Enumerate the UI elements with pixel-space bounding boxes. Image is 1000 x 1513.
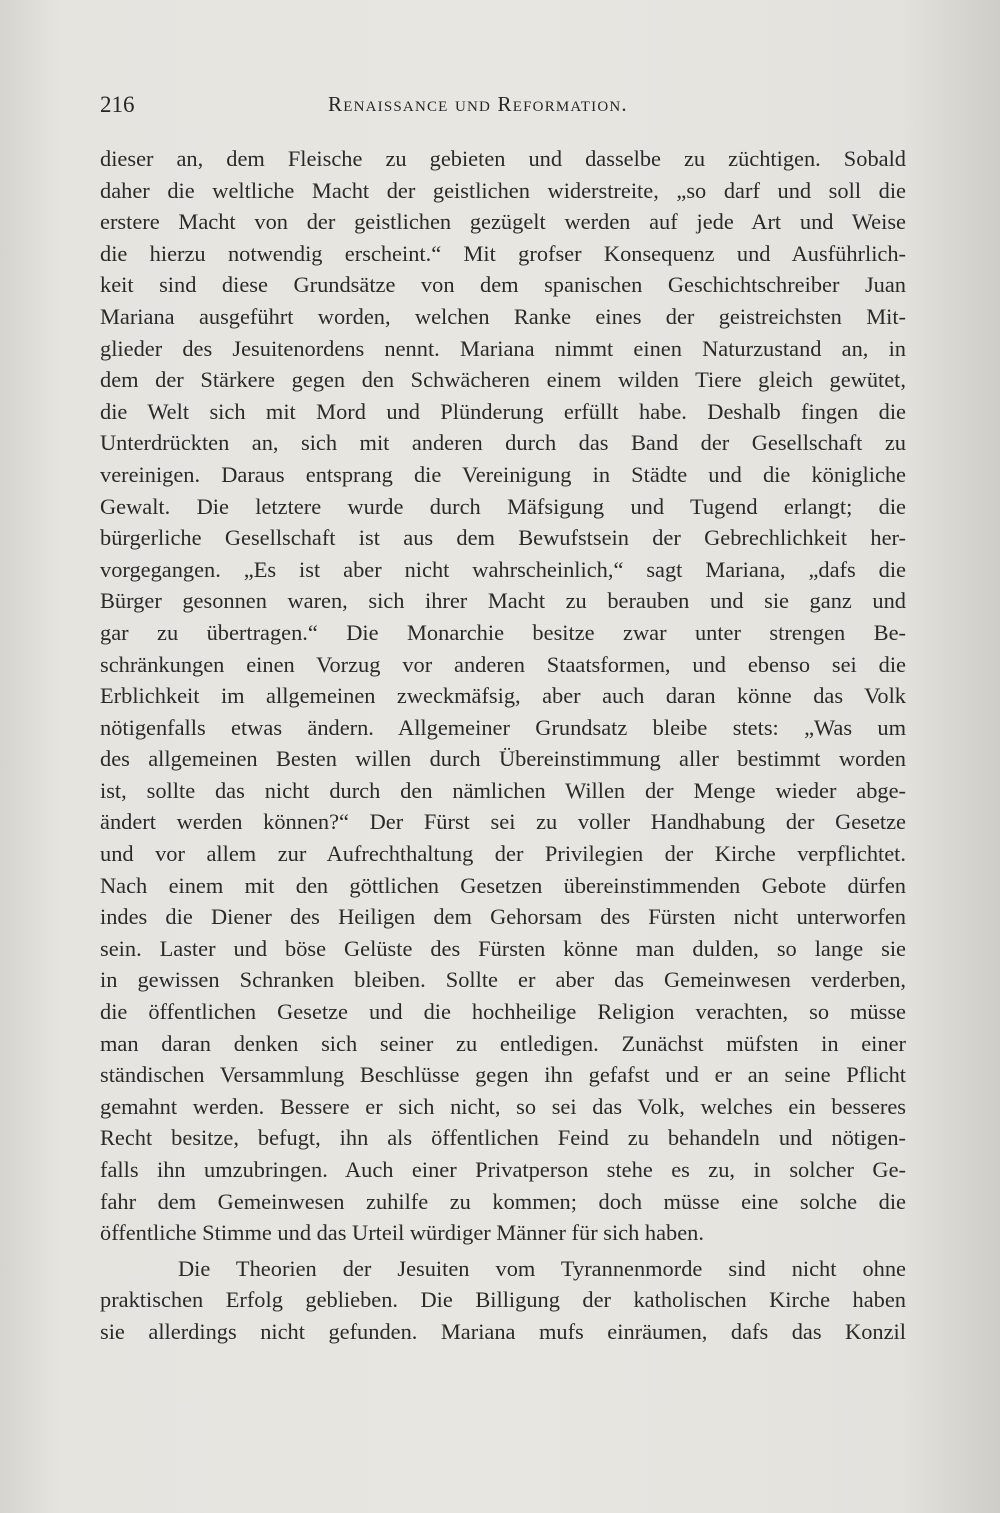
text-line: keit sind diese Grundsätze von dem spanischen Geschichtschreiber Juan	[100, 272, 906, 298]
text-line: daher die weltliche Macht der geistlichen widerstreite, „so darf und soll die	[100, 177, 906, 203]
text-line: Nach einem mit den göttlichen Gesetzen übereinstimmenden Gebote dürfen	[100, 872, 906, 898]
text-line: sie allerdings nicht gefunden. Mariana mufs einräumen, dafs das Konzil	[100, 1318, 906, 1344]
page-number: 216	[100, 92, 135, 117]
text-line: Mariana ausgeführt worden, welchen Ranke eines der geistreichsten Mit-	[100, 303, 906, 329]
text-line: ständischen Versammlung Beschlüsse gegen ihn gefafst und er an seine Pflicht	[100, 1062, 906, 1088]
text-line: ist, sollte das nicht durch den nämlichen Willen der Menge wieder abge-	[100, 777, 906, 803]
text-line: Die Theorien der Jesuiten vom Tyrannenmorde sind nicht ohne	[178, 1255, 906, 1281]
running-head	[100, 92, 900, 132]
text-line: falls ihn umzubringen. Auch einer Privatperson stehe es zu, in solcher Ge-	[100, 1157, 906, 1182]
text-line: fahr dem Gemeinwesen zuhilfe zu kommen; doch müsse eine solche die	[100, 1188, 906, 1214]
text-line: Recht besitze, befugt, ihn als öffentlichen Feind zu behandeln und nötigen-	[100, 1125, 906, 1151]
paragraph-2	[100, 1253, 906, 1348]
text-line: erstere Macht von der geistlichen gezügelt werden auf jede Art und Weise	[100, 209, 906, 235]
text-line: des allgemeinen Besten willen durch Übereinstimmung aller bestimmt worden	[100, 746, 906, 772]
body-text	[100, 143, 906, 1348]
text-line: schränkungen einen Vorzug vor anderen Staatsformen, und ebenso sei die	[100, 651, 906, 677]
text-line: und vor allem zur Aufrechthaltung der Privilegien der Kirche verpflichtet.	[100, 841, 906, 867]
text-line: vorgegangen. „Es ist aber nicht wahrscheinlich,“ sagt Mariana, „dafs die	[100, 556, 906, 582]
text-line: man daran denken sich seiner zu entledigen. Zunächst müfsten in einer	[100, 1030, 906, 1056]
text-line: öffentliche Stimme und das Urteil würdiger Männer für sich haben.	[100, 1220, 704, 1246]
text-line: gar zu übertragen.“ Die Monarchie besitze zwar unter strengen Be-	[100, 619, 906, 645]
text-line: in gewissen Schranken bleiben. Sollte er aber das Gemeinwesen verderben,	[100, 967, 906, 993]
text-line: die hierzu notwendig erscheint.“ Mit grofser Konsequenz und Ausführlich-	[100, 240, 906, 266]
text-line: praktischen Erfolg geblieben. Die Billigung der katholischen Kirche haben	[100, 1287, 906, 1313]
text-line: bürgerliche Gesellschaft ist aus dem Bewufstsein der Gebrechlichkeit her-	[100, 525, 906, 551]
running-title: Renaissance und Reformation.	[328, 92, 628, 116]
text-line: glieder des Jesuitenordens nennt. Mariana nimmt einen Naturzustand an, in	[100, 335, 906, 361]
text-line: dem der Stärkere gegen den Schwächeren einem wilden Tiere gleich gewütet,	[100, 367, 906, 393]
paragraph-1	[100, 143, 906, 1249]
text-line: ändert werden können?“ Der Fürst sei zu voller Handhabung der Gesetze	[100, 809, 906, 835]
text-line: sein. Laster und böse Gelüste des Fürsten könne man dulden, so lange sie	[100, 935, 906, 961]
text-line: die Welt sich mit Mord und Plünderung erfüllt habe. Deshalb fingen die	[100, 398, 906, 424]
text-line: Unterdrückten an, sich mit anderen durch das Band der Gesellschaft zu	[100, 430, 906, 456]
text-line: indes die Diener des Heiligen dem Gehorsam des Fürsten nicht unterworfen	[100, 904, 906, 930]
text-line: dieser an, dem Fleische zu gebieten und dasselbe zu züchtigen. Sobald	[100, 146, 906, 171]
text-line: nötigenfalls etwas ändern. Allgemeiner Grundsatz bleibe stets: „Was um	[100, 714, 906, 740]
text-line: die öffentlichen Gesetze und die hochheilige Religion verachten, so müsse	[100, 999, 906, 1025]
text-line: vereinigen. Daraus entsprang die Vereinigung in Städte und die königliche	[100, 461, 906, 487]
text-line: Gewalt. Die letztere wurde durch Mäfsigung und Tugend erlangt; die	[100, 493, 906, 519]
text-line: Bürger gesonnen waren, sich ihrer Macht zu berauben und sie ganz und	[100, 588, 906, 614]
text-line: Erblichkeit im allgemeinen zweckmäfsig, aber auch daran könne das Volk	[100, 683, 906, 709]
text-line: gemahnt werden. Bessere er sich nicht, so sei das Volk, welches ein besseres	[100, 1093, 906, 1119]
